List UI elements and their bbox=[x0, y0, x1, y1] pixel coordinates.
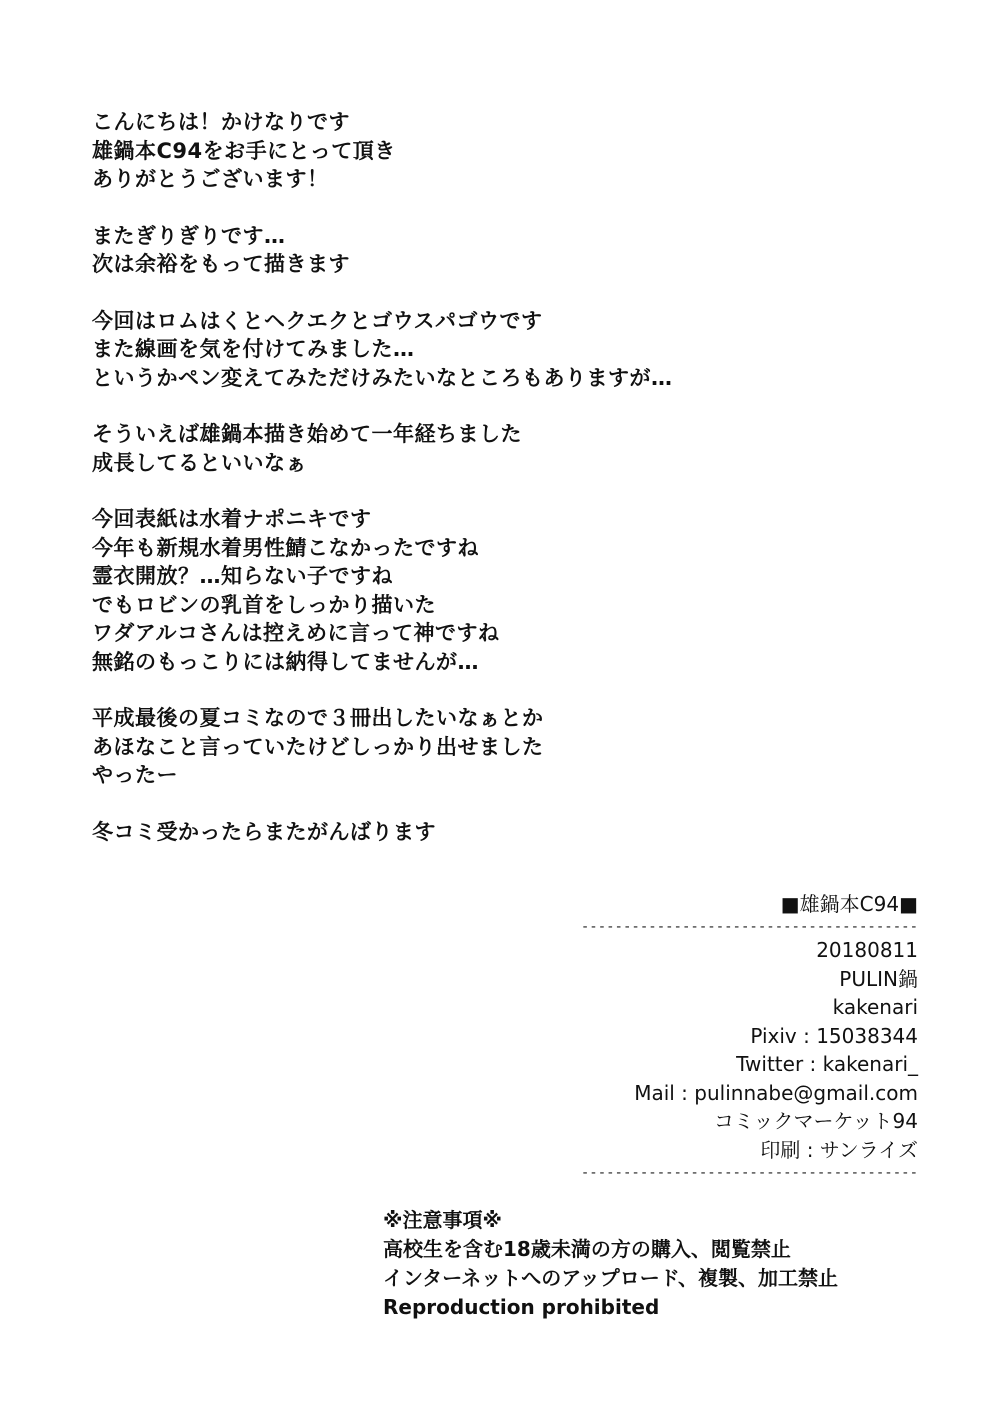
anniversary-paragraph bbox=[92, 420, 652, 477]
twitter-handle: Twitter : kakenari_ bbox=[736, 1052, 918, 1076]
publish-date: 20180811 bbox=[816, 938, 918, 962]
summer-comiket-paragraph bbox=[92, 704, 652, 790]
text-line: 今年も新規水着男性鯖こなかったですね bbox=[92, 535, 479, 560]
printer-name: 印刷 : サンライズ bbox=[760, 1137, 918, 1162]
colophon bbox=[498, 890, 918, 1182]
text-line: 冬コミ受かったらまたがんばります bbox=[92, 819, 436, 844]
notice-heading: ※注意事項※ bbox=[383, 1208, 502, 1232]
reproduction-notice: Reproduction prohibited bbox=[383, 1295, 660, 1319]
circle-name: PULIN鍋 bbox=[839, 966, 918, 991]
text-line: 今回はロムはくとヘクエクとゴウスパゴウです bbox=[92, 308, 543, 333]
text-line: というかペン変えてみただけみたいなところもありますが… bbox=[92, 365, 673, 390]
text-line: あほなこと言っていたけどしっかり出せました bbox=[92, 734, 544, 759]
mail-address: Mail : pulinnabe@gmail.com bbox=[634, 1080, 918, 1105]
divider-top: ---------------------------------------- bbox=[580, 919, 918, 935]
upload-restriction-notice: インターネットへのアップロード、複製、加工禁止 bbox=[383, 1266, 838, 1290]
text-line: やったー bbox=[92, 763, 178, 787]
text-line: 無銘のもっこりには納得してませんが… bbox=[92, 649, 479, 674]
deadline-paragraph bbox=[92, 222, 652, 279]
text-line: またぎりぎりです… bbox=[92, 223, 286, 248]
contents-paragraph bbox=[92, 307, 673, 393]
cover-paragraph bbox=[92, 505, 652, 676]
notice-section bbox=[383, 1206, 943, 1322]
age-restriction-notice: 高校生を含む18歳未満の方の購入、閲覧禁止 bbox=[383, 1237, 791, 1261]
afterword-message bbox=[92, 108, 673, 874]
text-line: そういえば雄鍋本描き始めて一年経ちました bbox=[92, 422, 522, 446]
text-line: こんにちは！かけなりです bbox=[92, 110, 350, 134]
text-line: ワダアルコさんは控えめに言って神ですね bbox=[92, 621, 500, 645]
author-name: kakenari bbox=[832, 995, 918, 1019]
text-line: 平成最後の夏コミなので３冊出したいなぁとか bbox=[92, 706, 544, 730]
event-name: コミックマーケット94 bbox=[713, 1109, 918, 1133]
closing-paragraph bbox=[92, 818, 652, 847]
pixiv-id: Pixiv : 15038344 bbox=[750, 1023, 918, 1048]
text-line: 成長してるといいなぁ bbox=[92, 450, 307, 475]
colophon-title: ■雄鍋本C94■ bbox=[780, 892, 918, 916]
divider-bottom: ---------------------------------------- bbox=[580, 1165, 918, 1181]
text-line: ありがとうございます！ bbox=[92, 167, 329, 191]
text-line: また線画を気を付けてみました… bbox=[92, 337, 415, 361]
text-line: 次は余裕をもって描きます bbox=[92, 252, 350, 276]
greeting-paragraph bbox=[92, 108, 652, 194]
text-line: 今回表紙は水着ナポニキです bbox=[92, 507, 372, 531]
text-line: でもロビンの乳首をしっかり描いた bbox=[92, 592, 436, 617]
text-line: 霊衣開放？…知らない子ですね bbox=[92, 564, 393, 588]
text-line: 雄鍋本C94をお手にとって頂き bbox=[92, 138, 396, 163]
